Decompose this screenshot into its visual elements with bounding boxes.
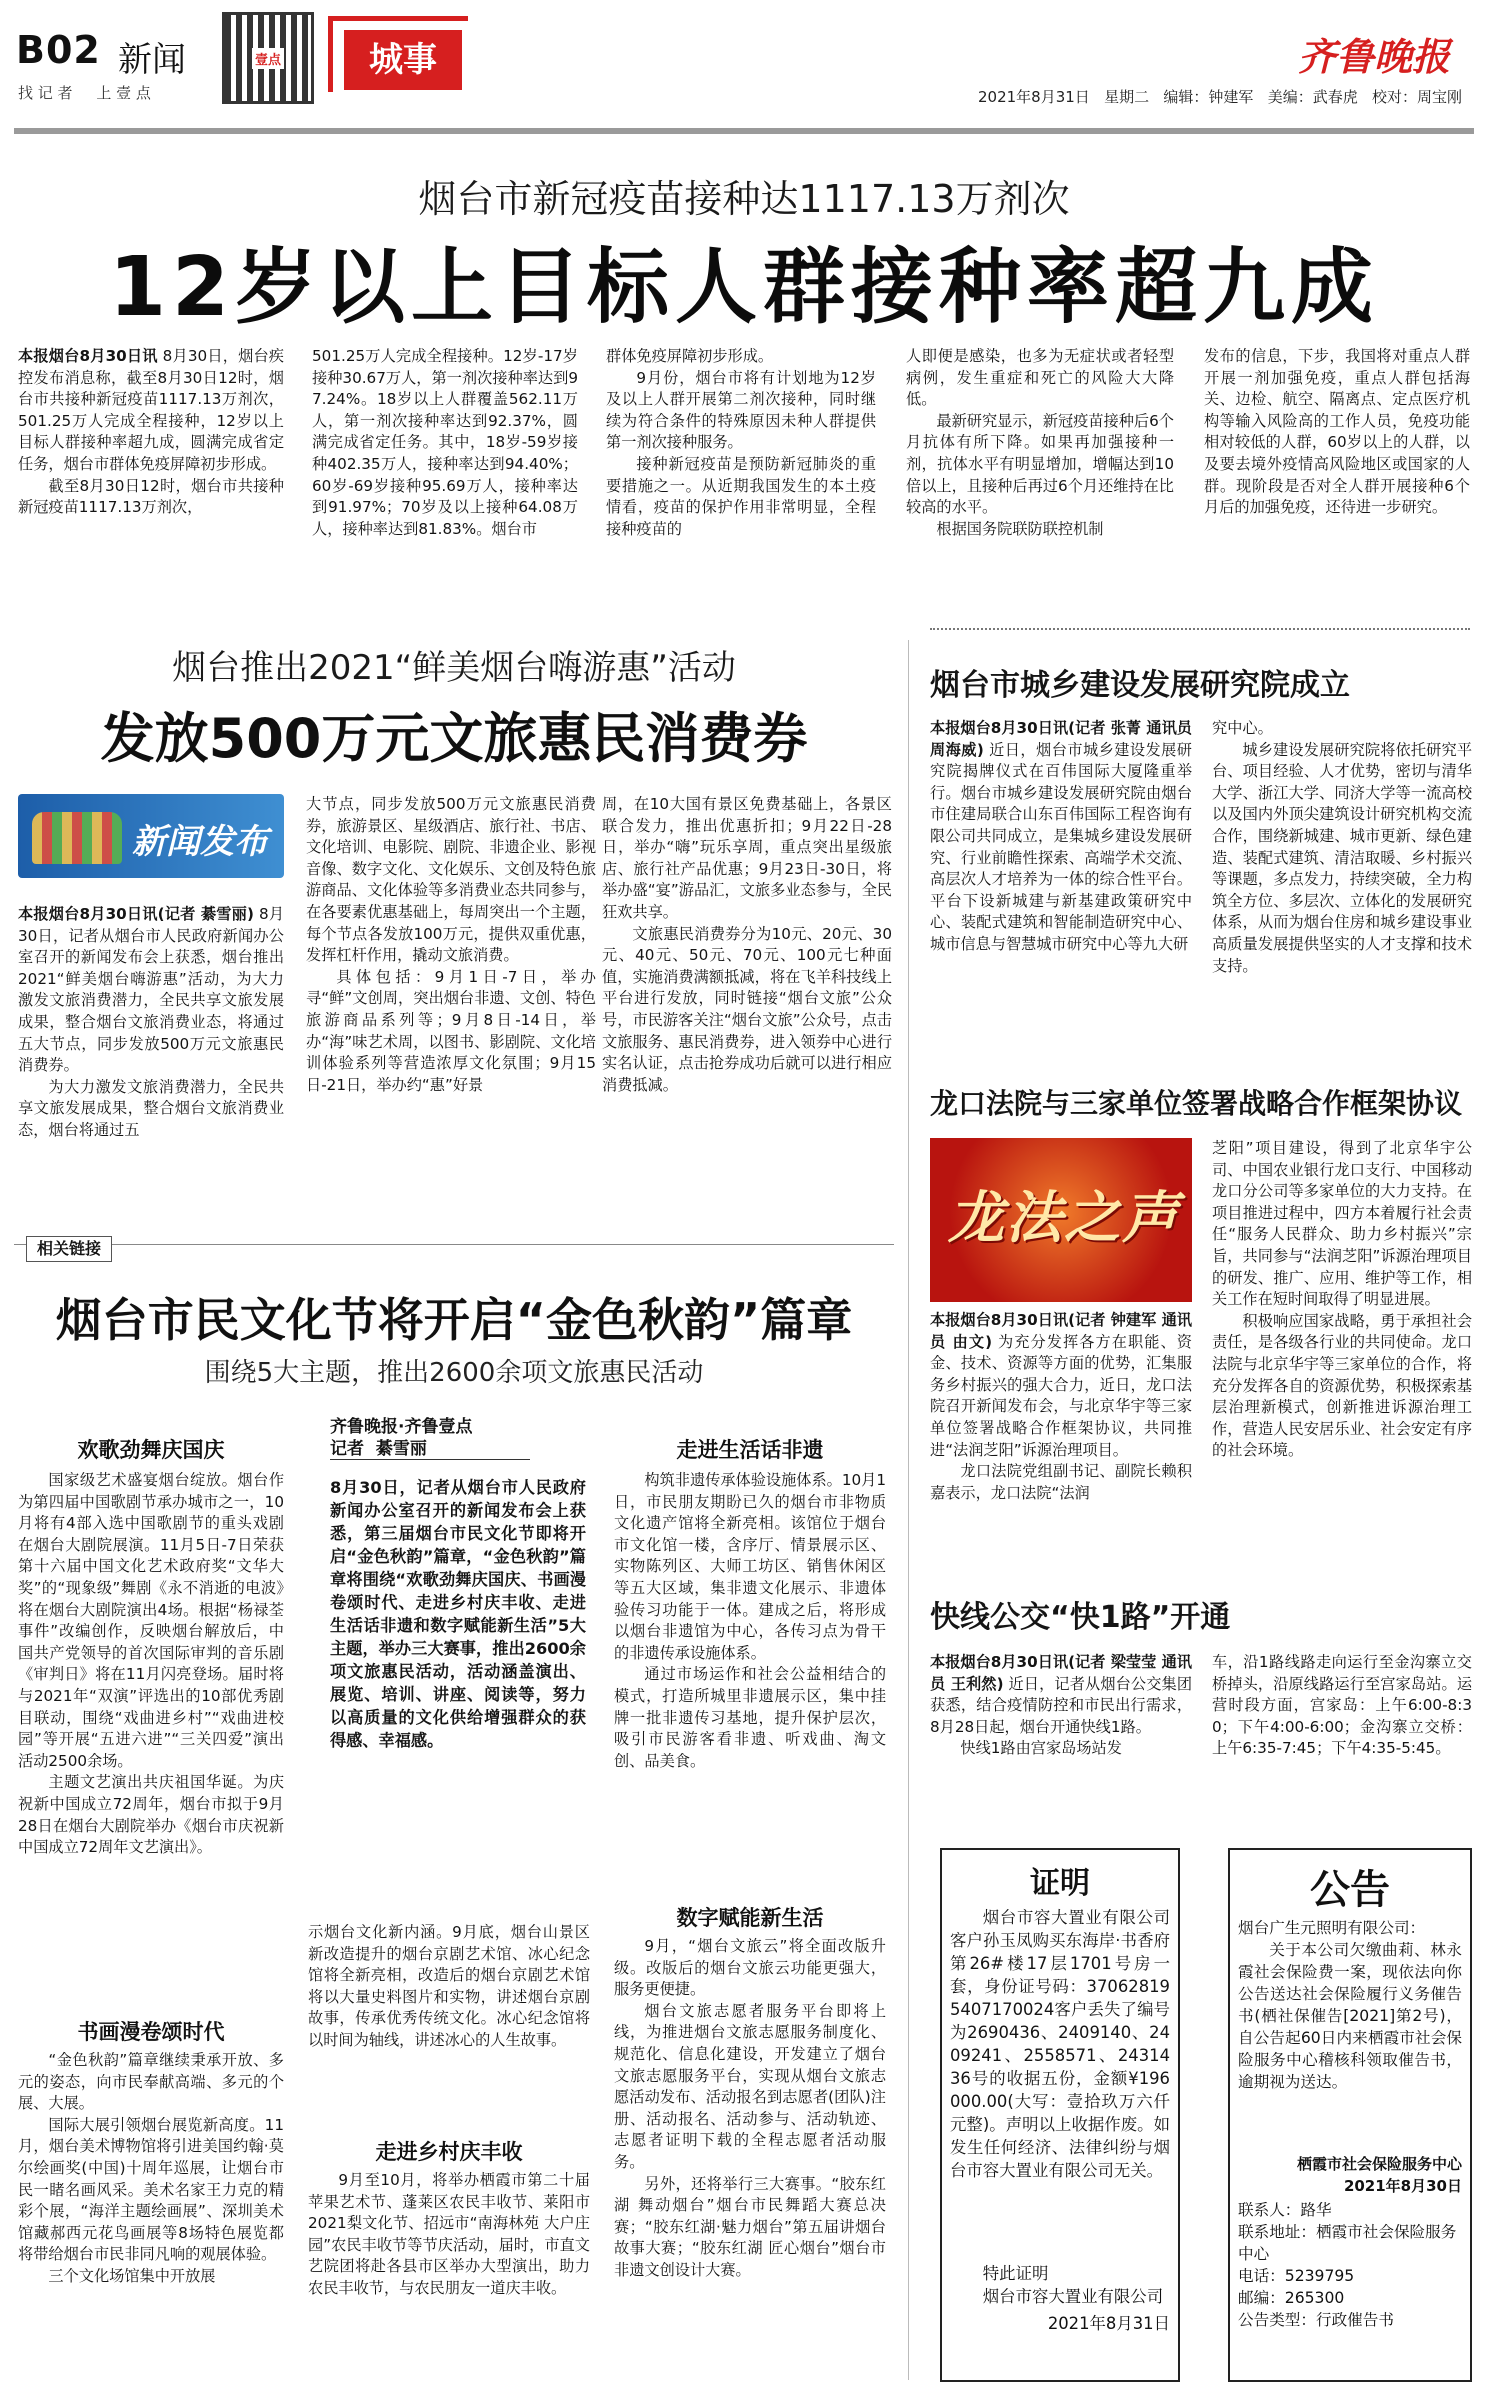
proof-title: 证明 (1030, 1866, 1090, 1901)
tourism-col-3: 周，在10大国有景区免费基础上，各景区联合发力，推出优惠折扣；9月22日-28日，举办“嗨”玩乐享周，重点突出星级旅店、旅行社产品优惠；9月23日-30日，将举办盛“宴”游品汇，文旅多业态参与，全民狂欢共享。 文旅惠民消费券分为10元、20元、30元、40元、50元、70元、100元七种面值，实施消费满额抵减，将在飞羊科技线上平台进行发放，同时链接“烟台文旅”公众号，市民游客关注“烟台文旅”公众号，点击文旅服务、惠民消费券，进入领券中心进行实名认证，点击抢券成功后就可以进行相应消费抵减。 (602, 795, 892, 1094)
section-title-2: 书画漫卷颂时代 (77, 2020, 225, 2044)
festival-section-4: 构筑非遗传承体验设施体系。10月1日，市民朋友期盼已久的烟台市非物质文化遗产馆将全新亮相。该馆位于烟台市文化馆一楼，含序厅、情景展示区、实物陈列区、大师工坊区、销售休闲区等五大区域，集非遗文化展示、非遗体验传习功能于一体。建成之后，将形成以烟台非遗馆为中心，各传习点为骨干的非遗传承设施体系。 通过市场运作和社会公益相结合的模式，打造所城里非遗展示区，集中挂牌一批非遗传习基地，提升保护层次，吸引市民游客看非遗、听戏曲、淘文创、品美食。 (614, 1471, 886, 1770)
festival-section-2b: 示烟台文化新内涵。9月底，烟台山景区新改造提升的烟台京剧艺术馆、冰心纪念馆将全新亮相，改造后的烟台京剧艺术馆将以大量史料图片和实物，讲述烟台京剧故事，传承优秀传统文化。冰心纪念馆将以时间为轴线，讲述冰心的人生故事。 (308, 1923, 590, 2049)
section-title-1: 欢歌劲舞庆国庆 (77, 1438, 225, 1462)
related-link-label[interactable]: 相关链接 (26, 1236, 112, 1262)
tourism-kicker: 烟台推出2021“鲜美烟台嗨游惠”活动 (172, 648, 736, 688)
bus-col-2: 车，沿1路线路走向运行至金沟寨立交桥掉头，沿原线路运行至宫家岛站。运营时段方面，宫家岛：上午6:00-8:30；下午4:00-6:00；金沟寨立交桥：上午6:35-7:45；下午4:35-5:45。 (1212, 1653, 1472, 1758)
festival-lead: 8月30日，记者从烟台市人民政府新闻办公室召开的新闻发布会上获悉，第三届烟台市民文化节即将开启“金色秋韵”篇章，“金色秋韵”篇章将围绕“欢歌劲舞庆国庆、书画漫卷颂时代、走进乡村庆丰收、走进生活话非遗和数字赋能新生活”5大主题，举办三大赛事，推出2600余项文旅惠民活动，活动涵盖演出、展览、培训、讲座、阅读等，努力以高质量的文化供给增强群众的获得感、幸福感。 (330, 1478, 586, 1750)
page-header (0, 0, 1488, 140)
masthead-logo: 齐鲁晚报 (1298, 34, 1451, 79)
institute-col-1: 本报烟台8月30日讯(记者 张菁 通讯员 周海威) 近日，烟台市城乡建设发展研究院揭牌仪式在百伟国际大厦隆重举行。烟台市城乡建设发展研究院由烟台市住建局联合山东百伟国际工程咨询有限公司共同成立，是集城乡建设发展研究、行业前瞻性探索、高端学术交流、高层次人才培养为一体的综合性平台。平台下设新城建与新基建政策研究中心、装配式建筑和智能制造研究中心、城市信息与智慧城市研究中心等九大研 (930, 719, 1192, 953)
festival-section-5: 9月，“烟台文旅云”将全面改版升级。改版后的烟台文旅云功能更强大，服务更便捷。 烟台文旅志愿者服务平台即将上线，为推进烟台文旅志愿服务制度化、规范化、信息化建设，开发建立了烟台文旅志愿服务平台，实现从烟台文旅志愿活动发布、活动报名到志愿者(团队)注册、活动报名、活动参与、活动轨迹、志愿者证明下载的全程志愿者活动服务。 另外，还将举行三大赛事。“胶东红湖 舞动烟台”烟台市民舞蹈大赛总决赛；“胶东红湖·魅力烟台”第五届讲烟台故事大赛；“胶东红湖 匠心烟台”烟台市非遗文创设计大赛。 (614, 1937, 886, 2279)
section-title-5: 数字赋能新生活 (676, 1906, 824, 1930)
tourism-col-1: 本报烟台8月30日讯(记者 綦雪丽) 8月30日，记者从烟台市人民政府新闻办公室召开的新闻发布会上获悉，烟台推出2021“鲜美烟台嗨游惠”活动，为大力激发文旅消费潜力，全民共享文旅发展成果，整合烟台文旅消费业态，将通过五大节点，同步发放500万元文旅惠民消费券。 为大力激发文旅消费潜力，全民共享文旅发展成果，整合烟台文旅消费业态，烟台将通过五 (18, 905, 284, 1139)
microphone-icon (32, 812, 122, 864)
festival-headline: 烟台市民文化节将开启“金色秋韵”篇章 (55, 1293, 853, 1347)
lead-col-2: 501.25万人完成全程接种。12岁-17岁接种30.67万人，第一剂次接种率达到97.24%。18岁以上人群覆盖562.11万人，第一剂次接种率达到92.37%，圆满完成省定任务。其中，18岁-59岁接种402.35万人，接种率达到94.40%；60岁-69岁接种95.69万人，接种率达到91.97%；70岁及以上接种64.08万人，接种率达到81.83%。烟台市 (312, 347, 578, 538)
court-col-1: 本报烟台8月30日讯(记者 钟建军 通讯员 由文) 为充分发挥各方在职能、资金、技术、资源等方面的优势，汇集服务乡村振兴的强大合力，近日，龙口法院召开新闻发布会，与北京华宇等三家单位签署战略合作框架协议，共同推进“法润芝阳”诉源治理项目。 龙口法院党组副书记、副院长赖积嘉表示，龙口法院“法润 (930, 1311, 1192, 1502)
announcement-date: 2021年8月30日 (1343, 2177, 1462, 2195)
lead-col-1: 本报烟台8月30日讯 8月30日，烟台疾控发布消息称，截至8月30日12时，烟台市共接种新冠疫苗1117.13万剂次，501.25万人完成全程接种，12岁以上目标人群接种率超九成，圆满完成省定任务，烟台市群体免疫屏障初步形成。 截至8月30日12时，烟台市共接种新冠疫苗1117.13万剂次， (18, 347, 284, 517)
lead-kicker: 烟台市新冠疫苗接种达1117.13万剂次 (418, 177, 1070, 221)
section-name: 新闻 (118, 40, 186, 80)
proof-body: 烟台市容大置业有限公司客户孙玉凤购买东海岸·书香府第26#楼17层1701号房一套，身份证号码：370628195407170024客户丢失了编号为2690436、2409140、2409241、2558571、2431436号的收据五份，金额¥196000.00(大写：壹拾玖万六仟元整)。声明以上收据作废。如发生任何经济、法律纠纷与烟台市容大置业有限公司无关。 (950, 1908, 1170, 2180)
announcement-address: 联系地址：栖霞市社会保险服务中心 (1238, 2223, 1457, 2263)
announcement-post: 邮编：265300 (1238, 2289, 1345, 2307)
proof-date: 2021年8月31日 (1047, 2314, 1170, 2333)
bus-headline: 快线公交“快1路”开通 (930, 1600, 1231, 1635)
festival-subheadline: 围绕5大主题，推出2600余项文旅惠民活动 (204, 1358, 704, 1388)
column-tag: 城事 (344, 30, 462, 90)
announcement-phone: 电话：5239795 (1238, 2267, 1355, 2285)
related-link-rule (14, 1244, 894, 1245)
proof-signer: 烟台市容大置业有限公司 (982, 2287, 1164, 2306)
announcement-contact: 联系人：路华 (1238, 2201, 1332, 2219)
announcement-signer: 栖霞市社会保险服务中心 (1296, 2155, 1462, 2173)
right-column-rule (908, 640, 909, 2380)
announcement-body: 烟台广生元照明有限公司： 关于本公司欠缴曲莉、林永霞社会保险费一案，现依法向你公告送达社会保险履行义务催告书(栖社保催告[2021]第2号)，自公告起60日内来栖霞市社会保险服务中心稽核科领取催告书，逾期视为送达。 (1238, 1919, 1462, 2091)
proof-sign-label: 特此证明 (982, 2264, 1049, 2283)
lead-col-4: 人即便是感染，也多为无症状或者轻型病例，发生重症和死亡的风险大大降低。 最新研究显示，新冠疫苗接种后6个月抗体有所下降。如果再加强接种一剂，抗体水平有明显增加，增幅达到10倍以上，且接种后再过6个月还维持在比较高的水平。 根据国务院联防联控机制 (906, 347, 1174, 538)
section-title-3: 走进乡村庆丰收 (375, 2140, 523, 2164)
lead-headline: 12岁以上目标人群接种率超九成 (108, 240, 1380, 335)
court-col-2: 芝阳”项目建设，得到了北京华宇公司、中国农业银行龙口支行、中国移动龙口分公司等多家单位的大力支持。在项目推进过程中，四方本着履行社会责任“服务人民群众、助力乡村振兴”宗旨，共同参与“法润芝阳”诉源治理项目的研发、推广、应用、维护等工作，相关工作在短时间取得了明显进展。 积极响应国家战略，勇于承担社会责任，是各级各行业的共同使命。龙口法院与北京华宇等三家单位的合作，将充分发挥各自的资源优势，积极探索基层治理新模式，创新推进诉源治理工作，营造人民安居乐业、社会安定有序的社会环境。 (1212, 1139, 1472, 1460)
announcement-title: 公告 (1310, 1867, 1390, 1913)
court-logo-text: 龙法之声 (948, 1185, 1180, 1251)
lead-rule (930, 628, 1470, 630)
announcement (1228, 1848, 1472, 2382)
festival-section-2: “金色秋韵”篇章继续秉承开放、多元的姿态，向市民奉献高端、多元的个展、大展。 国际大展引领烟台展览新高度。11月，烟台美术博物馆将引进美国约翰·莫尔绘画奖(中国)十周年巡展，让烟台市民一睹名画风采。美术名家王力克的精彩个展，“海洋主题绘画展”、深圳美术馆藏郝西元花鸟画展等8场特色展览都将带给烟台市民非同凡响的观展体验。 三个文化场馆集中开放展 (18, 2051, 284, 2285)
slogan: 找 记 者 上 壹 点 (18, 84, 151, 102)
festival-section-1: 国家级艺术盛宴烟台绽放。烟台作为第四届中国歌剧节承办城市之一，10月将有4部入选中国歌剧节的重头戏剧在烟台大剧院展演。11月5日-7日荣获第十六届中国文化艺术政府奖“文华大奖”的“现象级”舞剧《永不消逝的电波》将在烟台大剧院演出4场。根据“杨禄荃事件”改编创作，反映烟台解放后，中国共产党领导的首次国际审判的音乐剧《审判日》将在11月闪亮登场。届时将与2021年“双演”评选出的10部优秀剧目联动，围绕“戏曲进乡村”“戏曲进校园”等开展“五进六进”“三关四爱”演出活动2500余场。 主题文艺演出共庆祖国华诞。为庆祝新中国成立72周年，烟台市拟于9月28日在烟台大剧院举办《烟台市庆祝新中国成立72周年文艺演出》。 (18, 1471, 284, 1857)
qr-label: 壹点 (252, 48, 284, 69)
festival-byline: 记者 綦雪丽 (330, 1434, 530, 1460)
page-number: B02 (16, 28, 101, 72)
announcement-type: 公告类型：行政催告书 (1238, 2311, 1394, 2329)
festival-section-3: 9月至10月，将举办栖霞市第二十届苹果艺术节、蓬莱区农民丰收节、莱阳市2021梨文化节、招远市“南海林苑 大户庄园”农民丰收节等节庆活动，届时，市直文艺院团将赴各县市区举办大型演出，助力农民丰收节，与农民朋友一道庆丰收。 (308, 2171, 590, 2297)
institute-col-2: 究中心。 城乡建设发展研究院将依托研究平台、项目经验、人才优势，密切与清华大学、浙江大学、同济大学等一流高校以及国内外顶尖建筑设计研究机构交流合作，围绕新城建、城市更新、绿色建造、装配式建筑、清洁取暖、乡村振兴等课题，多点发力，持续突破，全力构筑全方位、多层次、立体化的发展研究体系，从而为烟台住房和城乡建设事业高质量发展提供坚实的人才支撑和技术支持。 (1212, 719, 1472, 975)
lead-col-5: 发布的信息，下步，我国将对重点人群开展一剂加强免疫，重点人群包括海关、边检、航空、隔离点、定点医疗机构等输入风险高的工作人员，免疫功能相对较低的人群，60岁以上的人群，以及要去境外疫情高风险地区或国家的人群。现阶段是否对全人群开展接种6个月后的加强免疫，还待进一步研究。 (1204, 347, 1470, 517)
news-release-text: 新闻发布 (132, 822, 268, 862)
lead-col-3: 群体免疫屏障初步形成。 9月份，烟台市将有计划地为12岁及以上人群开展第二剂次接种，同时继续为符合条件的特殊原因未种人群提供第一剂次接种服务。 接种新冠疫苗是预防新冠肺炎的重要措施之一。从近期我国发生的本土疫情看，疫苗的保护作用非常明显，全程接种疫苗的 (606, 347, 876, 538)
tourism-col-2: 大节点，同步发放500万元文旅惠民消费券，旅游景区、星级酒店、旅行社、书店、文化培训、电影院、剧院、非遗企业、影视音像、数字文化、文化娱乐、文创及特色旅游商品、文化体验等多消费业态共同参与，在各要素优惠基础上，每周突出一个主题，每个节点各发放100万元，提供双重优惠，发挥杠杆作用，撬动文旅消费。 具体包括：9月1日-7日，举办寻“鲜”文创周，突出烟台非遗、文创、特色旅游商品系列等；9月8日-14日，举办“海”味艺术周，以图书、影剧院、文化培训体验系列等营造浓厚文化氛围；9月15日-21日，举办约“惠”好景 (306, 795, 596, 1094)
tourism-headline: 发放500万元文旅惠民消费券 (100, 707, 808, 770)
header-rule (14, 128, 1474, 134)
date-line: 2021年8月31日 星期二 编辑：钟建军 美编：武春虎 校对：周宝刚 (978, 88, 1463, 106)
institute-headline: 烟台市城乡建设发展研究院成立 (930, 668, 1350, 703)
court-headline: 龙口法院与三家单位签署战略合作框架协议 (930, 1087, 1463, 1120)
section-title-4: 走进生活话非遗 (676, 1438, 824, 1462)
festival-byline-top: 齐鲁晚报·齐鲁壹点 (330, 1417, 473, 1437)
court-logo (930, 1138, 1192, 1302)
bus-col-1: 本报烟台8月30日讯(记者 梁莹莹 通讯员 王利然) 近日，记者从烟台公交集团获悉，结合疫情防控和市民出行需求，8月28日起，烟台开通快线1路。 快线1路由宫家岛场站发 (930, 1653, 1192, 1758)
news-release-logo (18, 794, 284, 878)
proof-notice (940, 1848, 1180, 2382)
